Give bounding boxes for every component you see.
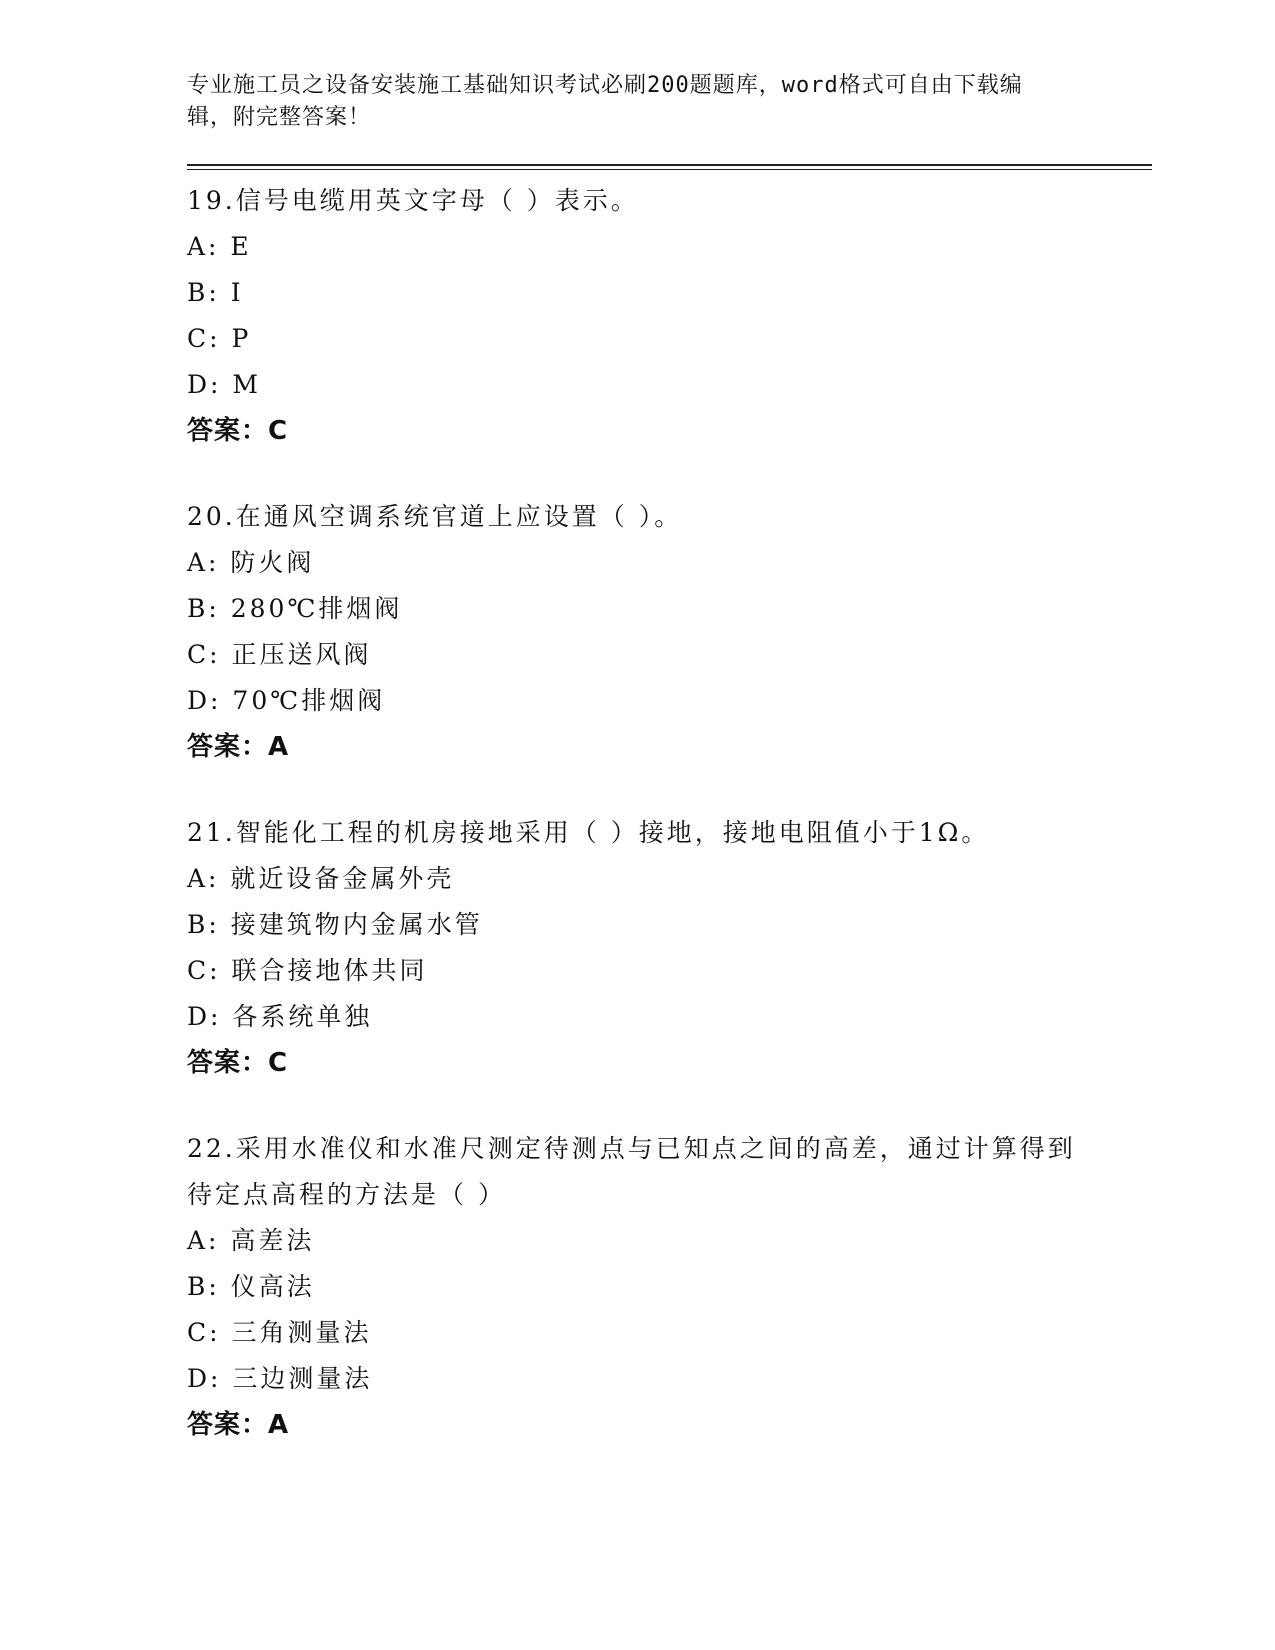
answer-value: C <box>268 1048 289 1078</box>
answer-line <box>187 724 1152 770</box>
answer-label: 答案： <box>187 732 269 762</box>
option-d: D: 各系统单独 <box>187 1002 373 1031</box>
answer-label: 答案： <box>187 416 269 446</box>
document-page <box>187 70 1152 1448</box>
option-d: D: M <box>187 370 262 399</box>
option-c: C: 联合接地体共同 <box>187 956 428 985</box>
question-stem: 22.采用水准仪和水准尺测定待测点与已知点之间的高差，通过计算得到待定点高程的方法是（ ） <box>187 1134 1076 1209</box>
question-block <box>187 1126 1152 1448</box>
question-stem: 20.在通风空调系统官道上应设置（ ）。 <box>187 502 683 531</box>
header-divider <box>187 164 1152 170</box>
option-b: B: 接建筑物内金属水管 <box>187 910 483 939</box>
question-block <box>187 810 1152 1086</box>
answer-value: C <box>268 416 289 446</box>
option-b: B: 280℃排烟阀 <box>187 594 403 623</box>
option-c: C: P <box>187 324 252 353</box>
question-block <box>187 494 1152 770</box>
answer-value: A <box>268 732 290 762</box>
option-b: B: 仪高法 <box>187 1272 315 1301</box>
answer-line <box>187 1040 1152 1086</box>
option-d: D: 三边测量法 <box>187 1364 373 1393</box>
option-a: A: E <box>187 232 252 261</box>
option-c: C: 三角测量法 <box>187 1318 372 1347</box>
question-stem: 19.信号电缆用英文字母（ ）表示。 <box>187 186 639 215</box>
option-c: C: 正压送风阀 <box>187 640 372 669</box>
question-block <box>187 178 1152 454</box>
option-b: B: I <box>187 278 244 307</box>
option-a: A: 就近设备金属外壳 <box>187 864 455 893</box>
answer-label: 答案： <box>187 1410 269 1440</box>
question-stem: 21.智能化工程的机房接地采用（ ）接地，接地电阻值小于1Ω。 <box>187 818 990 847</box>
answer-value: A <box>268 1410 290 1440</box>
document-header: 专业施工员之设备安装施工基础知识考试必刷200题题库，word格式可自由下载编辑，附完整答案！ <box>187 73 1023 130</box>
option-a: A: 高差法 <box>187 1226 315 1255</box>
answer-line <box>187 1402 1152 1448</box>
answer-label: 答案： <box>187 1048 269 1078</box>
option-d: D: 70℃排烟阀 <box>187 686 386 715</box>
answer-line <box>187 408 1152 454</box>
option-a: A: 防火阀 <box>187 548 315 577</box>
